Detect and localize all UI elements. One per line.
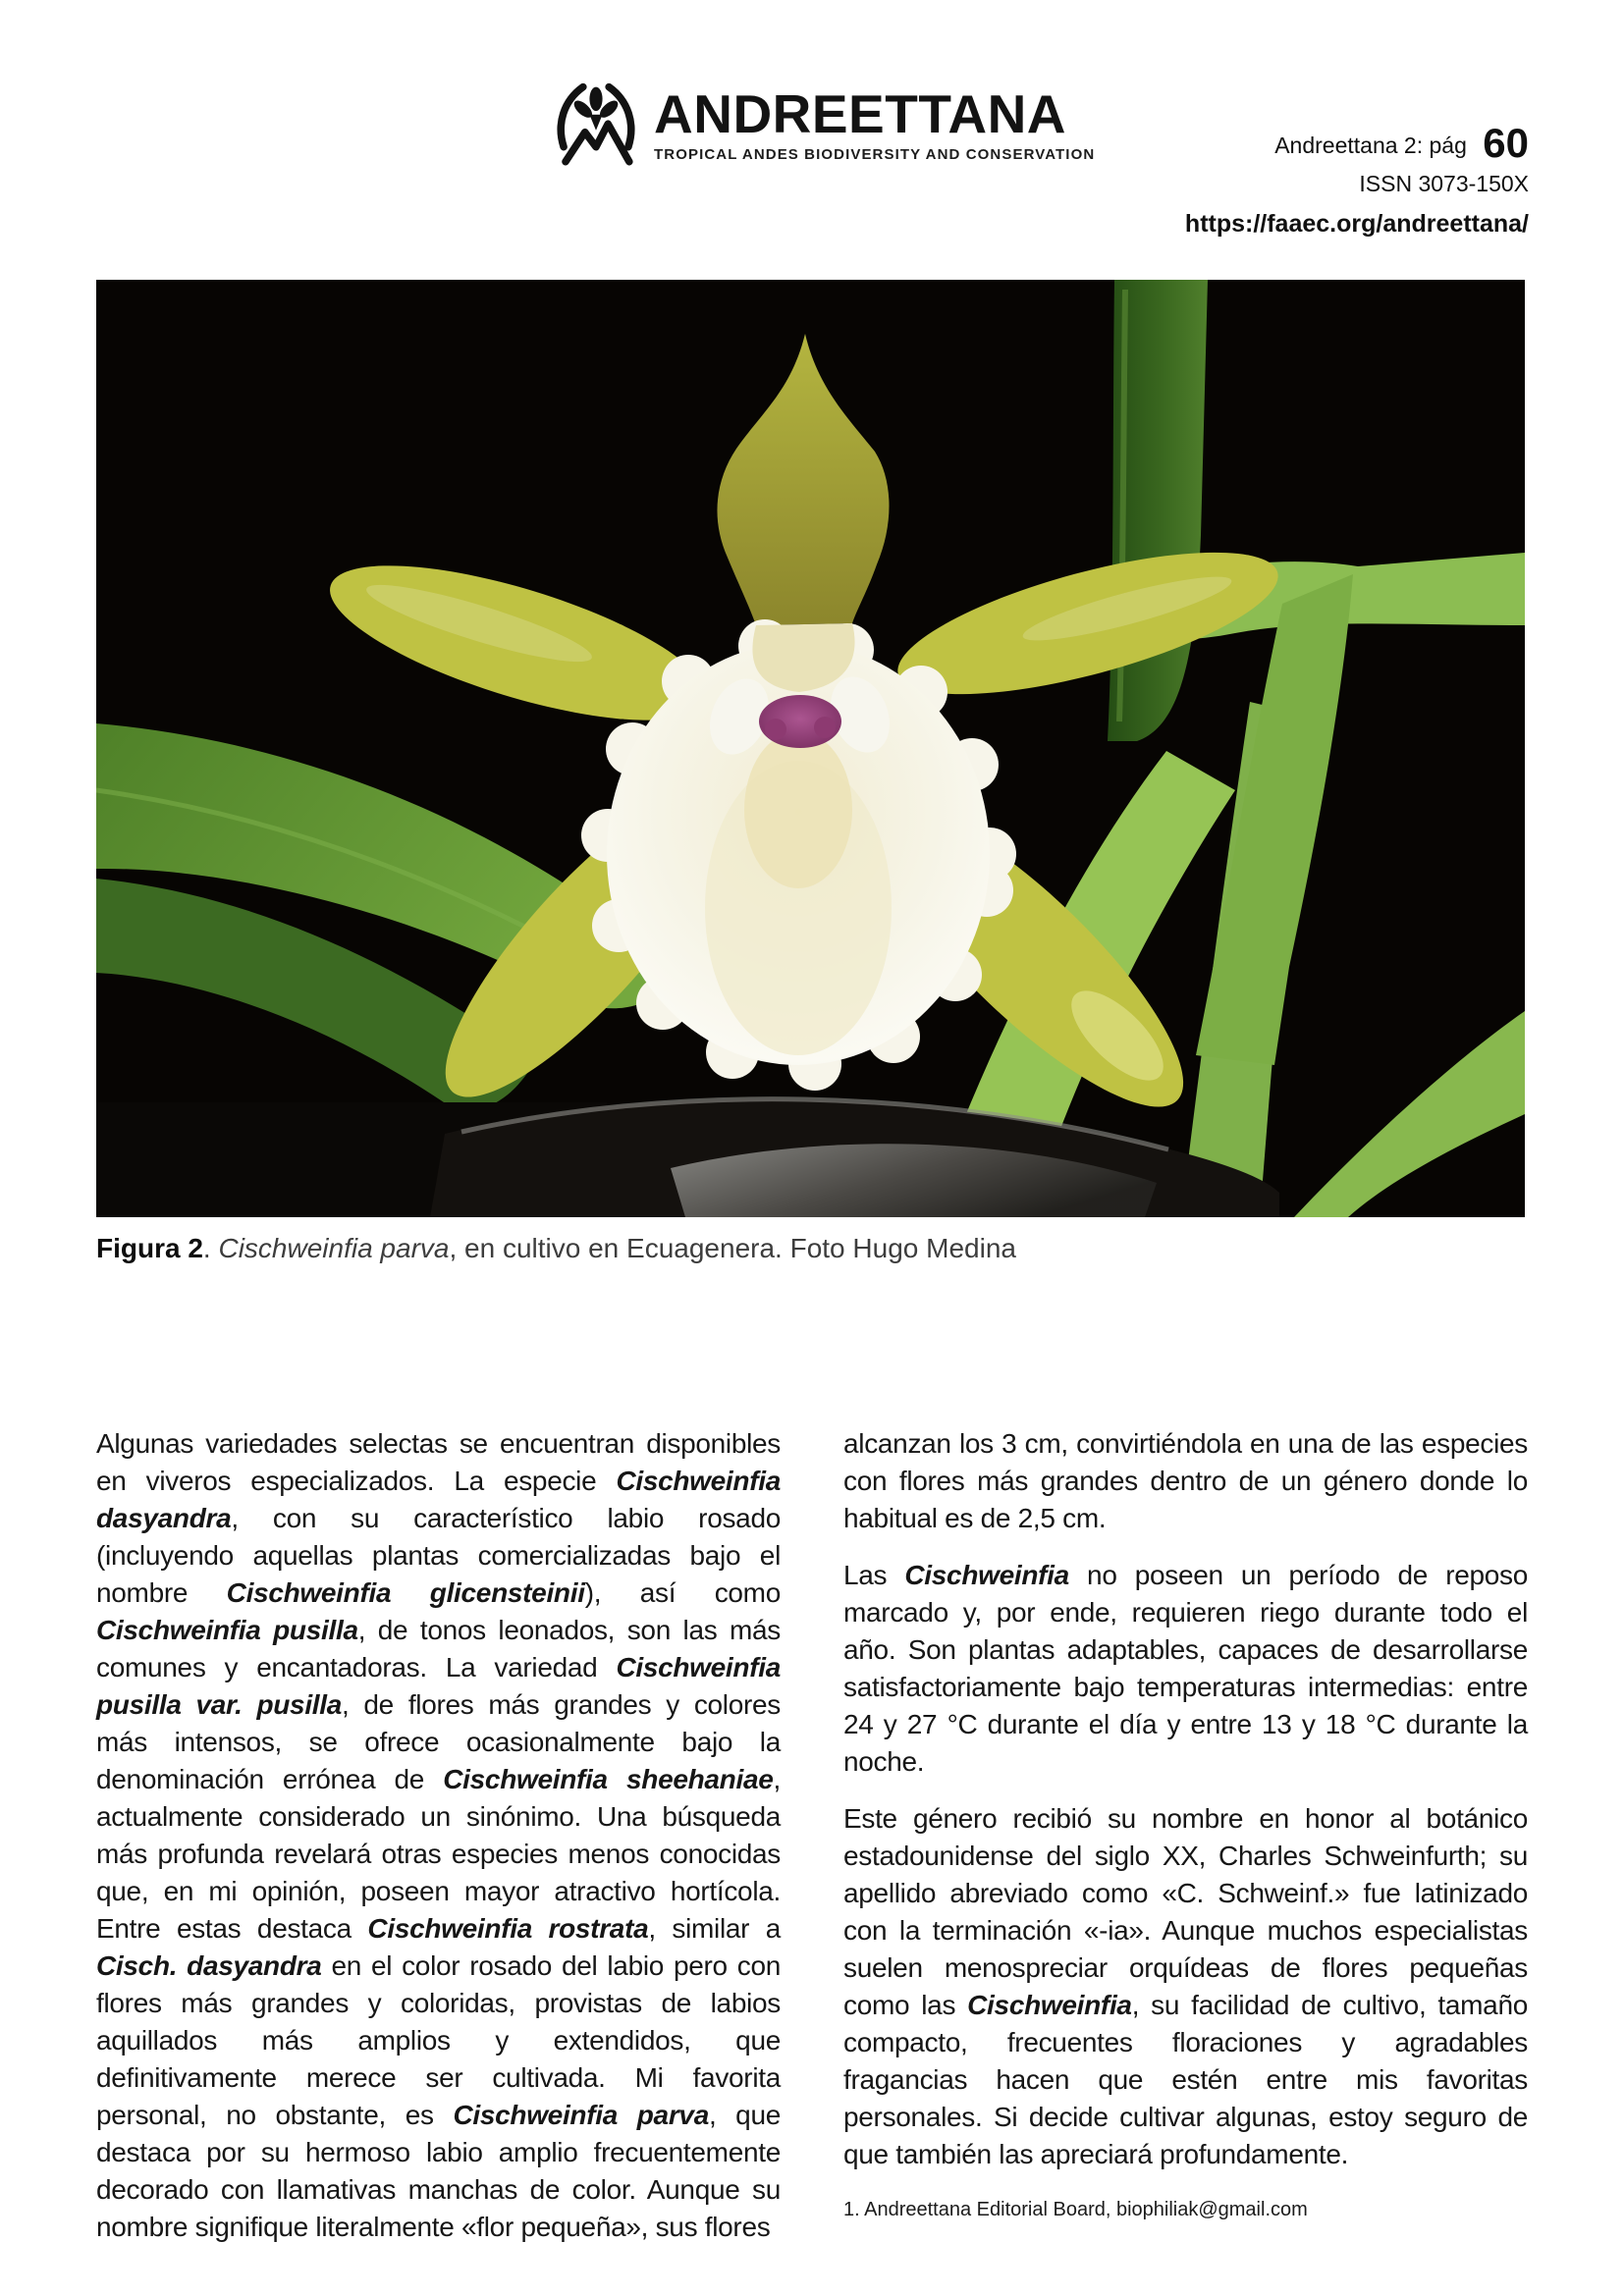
page-number: 60 xyxy=(1483,120,1529,166)
left-column xyxy=(96,1425,781,2246)
andreettana-logo xyxy=(550,80,1095,173)
logo-wordmark: ANDREETTANA xyxy=(654,83,1067,144)
right-column xyxy=(843,1425,1528,2246)
author-footnote: 1. Andreettana Editorial Board, biophiliak@gmail.com xyxy=(843,2199,1308,2220)
paragraph: Algunas variedades selectas se encuentran disponibles en viveros especializados. La especie Cischweinfia dasyandra, con su característico labio rosado (incluyendo aquellas plantas comercializadas bajo el nombre Cischweinfia glicensteinii), así como Cischweinfia pusilla, de tonos leonados, son las más comunes y encantadoras. La variedad Cischweinfia pusilla var. pusilla, de flores más grandes y colores más intensos, se ofrece ocasionalmente bajo la denominación errónea de Cischweinfia sheehaniae, actualmente considerado un sinónimo. Una búsqueda más profunda revelará otras especies menos conocidas que, en mi opinión, poseen mayor atractivo hortícola. Entre estas destaca Cischweinfia rostrata, similar a Cisch. dasyandra en el color rosado del labio pero con flores más grandes y coloridas, provistas de labios aquillados más amplios y extendidos, que definitivamente merece ser cultivada. Mi favorita personal, no obstante, es Cischweinfia parva, que destaca por su hermoso labio amplio frecuentemente decorado con llamativas manchas de color. Aunque su nombre signifique literalmente «flor pequeña», sus flores xyxy=(96,1428,781,2242)
lip-throat-wash xyxy=(744,731,852,888)
lip-throat-spot xyxy=(765,719,786,740)
journal-url-link[interactable]: https://faaec.org/andreettana/ xyxy=(1184,210,1529,239)
article-body xyxy=(96,1425,1528,2246)
figure-caption: Figura 2. Cischweinfia parva, en cultivo en Ecuagenera. Foto Hugo Medina xyxy=(96,1233,1016,1263)
issue-info-block xyxy=(1185,118,1529,240)
lip-throat-spot xyxy=(814,717,836,738)
orchid-photo-illustration xyxy=(96,280,1525,1217)
issue-page-line xyxy=(1185,118,1529,170)
issn-label: ISSN 3073-150X xyxy=(1359,170,1529,196)
orchid-mountain-logo-icon xyxy=(550,80,642,173)
issue-label: Andreettana 2: pág xyxy=(1274,133,1467,158)
paragraph: alcanzan los 3 cm, convirtiéndola en una de las especies con flores más grandes dentro de un género donde lo habitual es de 2,5 cm. xyxy=(843,1428,1528,1533)
logo-text-block xyxy=(654,80,1095,163)
paragraph: Las Cischweinfia no poseen un período de reposo marcado y, por ende, requieren riego durante todo el año. Son plantas adaptables, capaces de desarrollarse satisfactoriamente bajo temperaturas intermedias: entre 24 y 27 °C durante el día y entre 13 y 18 °C durante la noche. xyxy=(843,1560,1529,1777)
paragraph: Este género recibió su nombre en honor al botánico estadounidense del siglo XX, Charles Schweinfurth; su apellido abreviado como «C. Schweinf.» fue latinizado con la terminación «-ia». Aunque muchos especialistas suelen menospreciar orquídeas de flores pequeñas como las Cischweinfia, su facilidad de cultivo, tamaño compacto, frecuentes floraciones y agradables fragancias hacen que estén entre mis favoritas personales. Si decide cultivar algunas, estoy seguro de que también las apreciará profundamente. xyxy=(843,1803,1528,2169)
logo-tagline: TROPICAL ANDES BIODIVERSITY AND CONSERVATION xyxy=(654,145,1096,163)
figure-photo-orchid xyxy=(96,280,1525,1217)
